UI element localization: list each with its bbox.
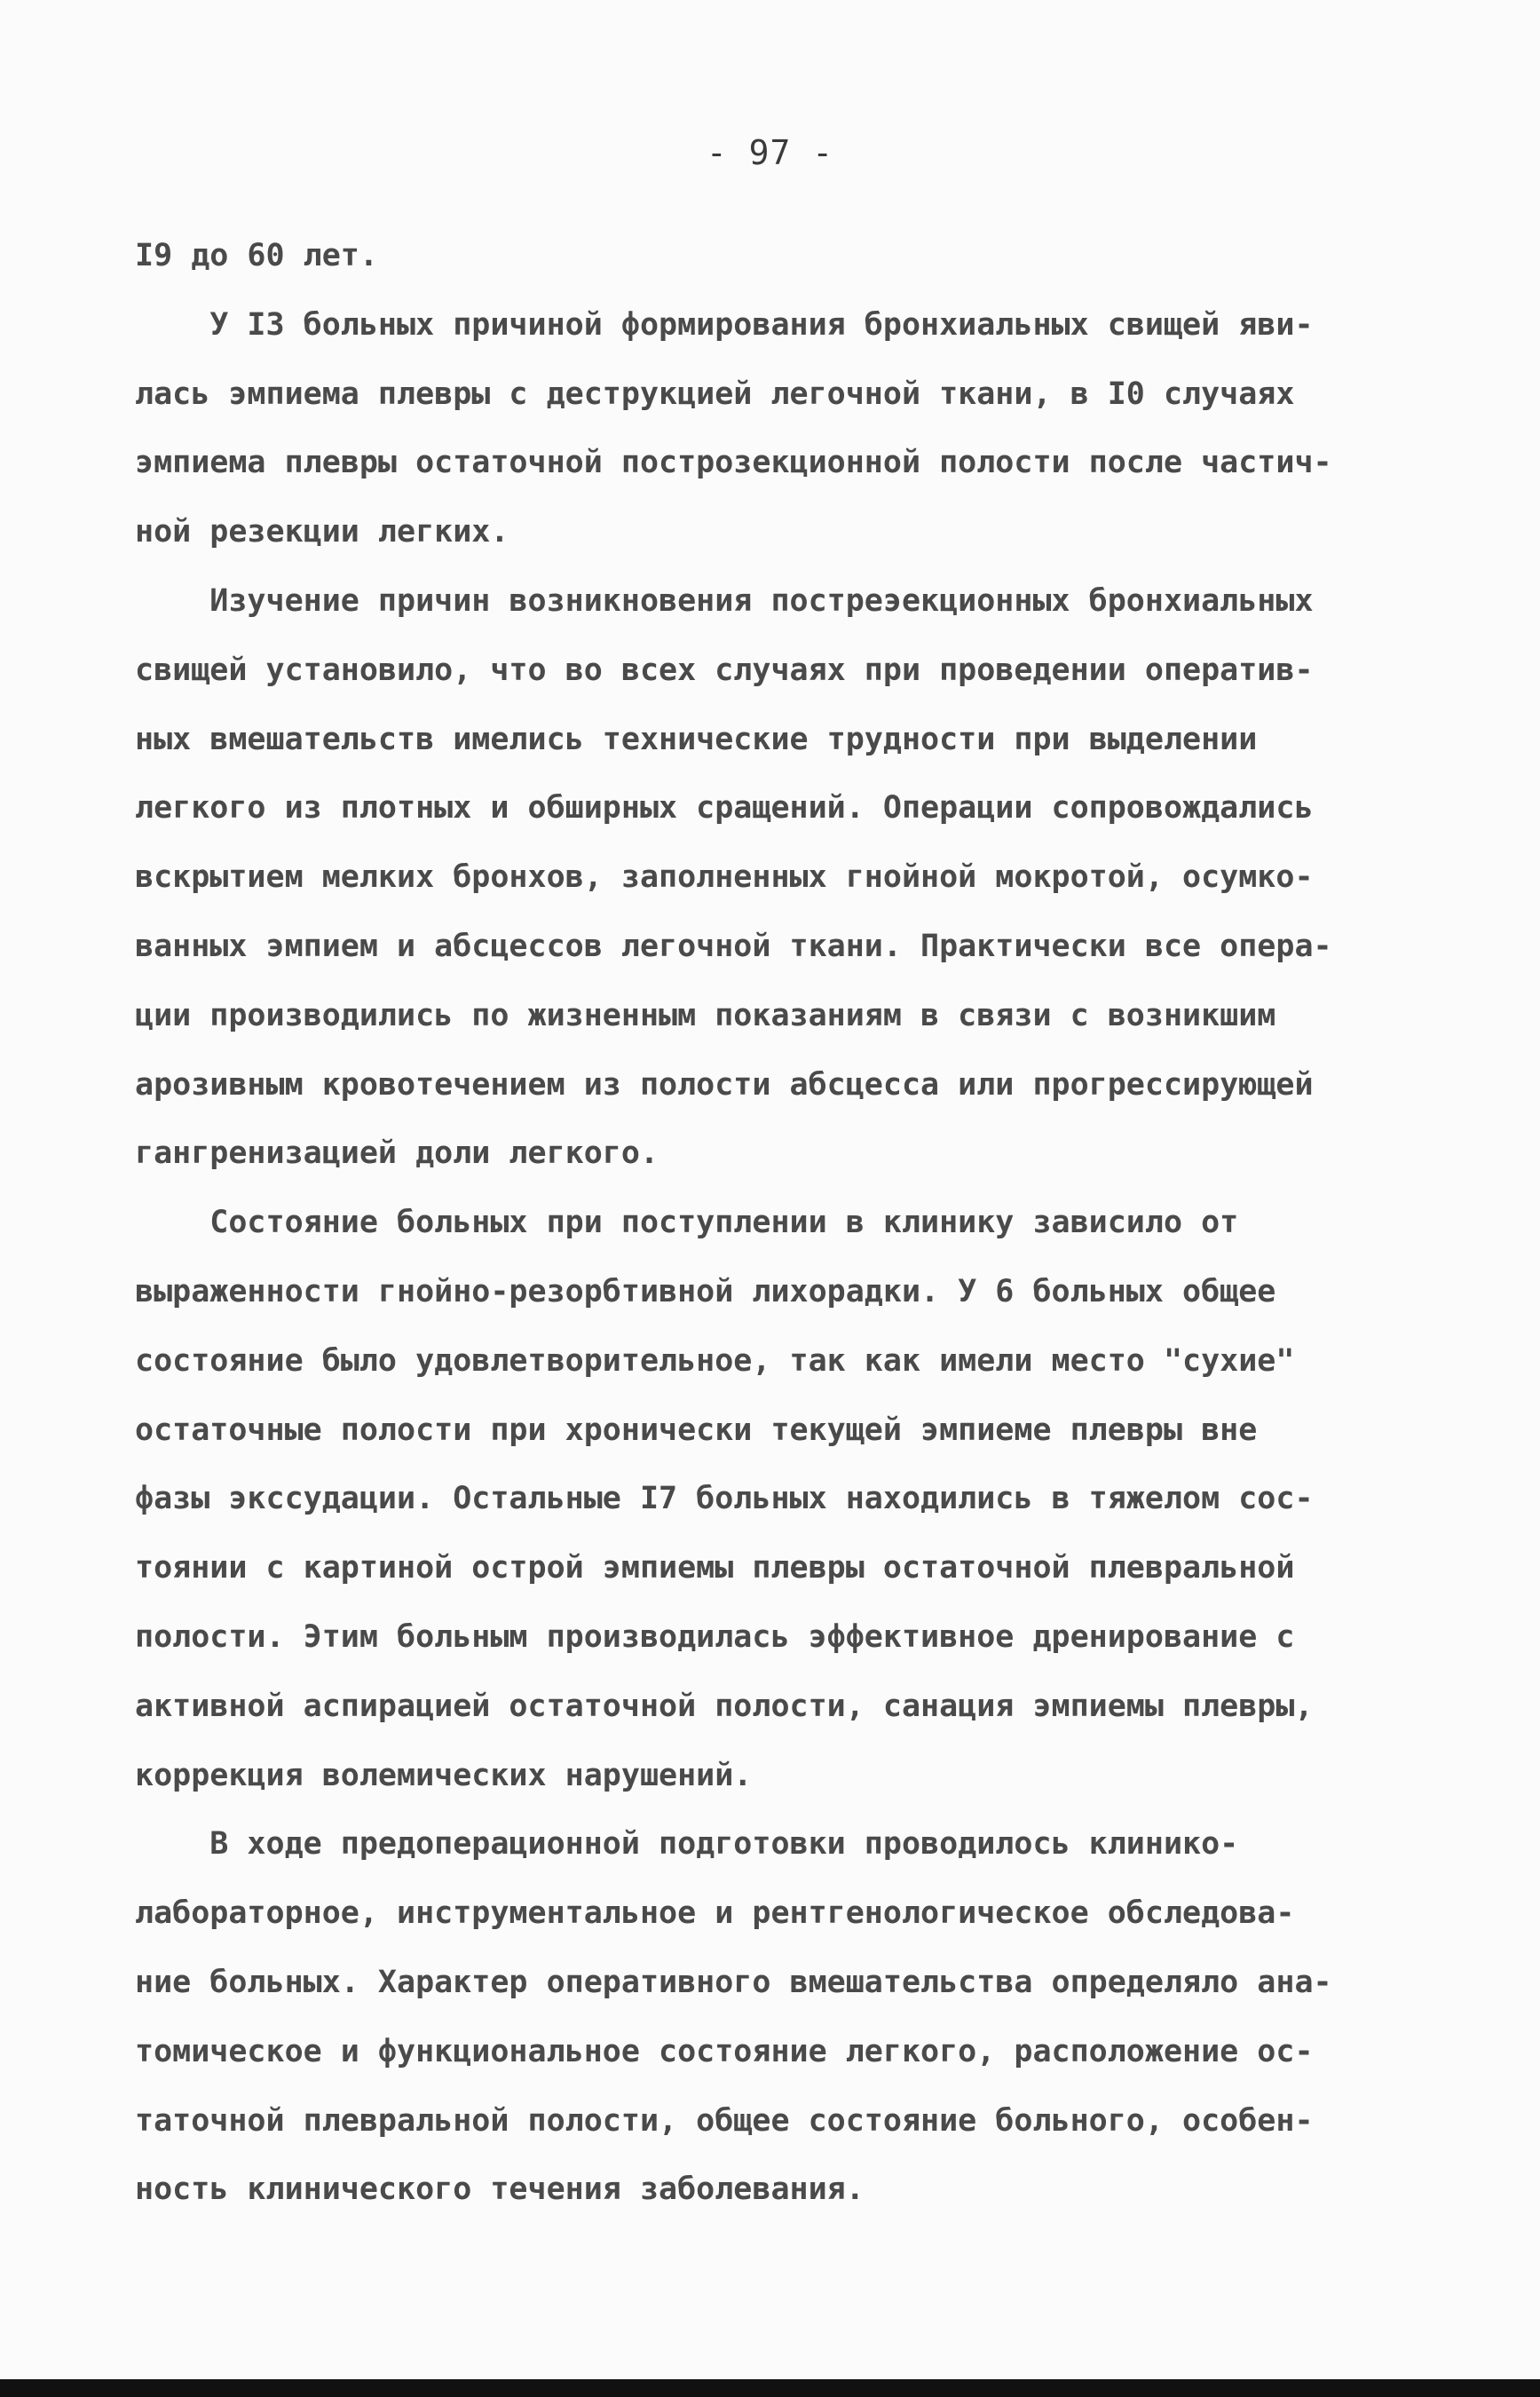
text-line: ние больных. Характер оперативного вмешательства определяло ана- <box>135 1964 1332 2000</box>
text-line: полости. Этим больным производилась эффективное дренирование с <box>135 1618 1295 1655</box>
text-line: фазы экссудации. Остальные I7 больных находились в тяжелом сос- <box>135 1481 1314 1517</box>
body-text <box>135 222 1484 2225</box>
text-line: состояние было удовлетворительное, так как имели место "сухие" <box>135 1342 1295 1379</box>
text-line: лась эмпиема плевры с деструкцией легочной ткани, в I0 случаях <box>135 376 1295 412</box>
text-line: ных вмешательств имелись технические трудности при выделении <box>135 721 1258 757</box>
text-line: вскрытием мелких бронхов, заполненных гнойной мокротой, осумко- <box>135 859 1314 896</box>
text-line: свищей установило, что во всех случаях при проведении оператив- <box>135 652 1314 688</box>
text-line: гангренизацией доли легкого. <box>135 1135 659 1172</box>
text-line: ность клинического течения заболевания. <box>135 2172 865 2208</box>
text-line: таточной плевральной полости, общее состояние больного, особен- <box>135 2102 1314 2139</box>
text-line: лабораторное, инструментальное и рентгенологическое обследова- <box>135 1895 1295 1932</box>
text-line: коррекция волемических нарушений. <box>135 1757 753 1793</box>
text-line: ной резекции легких. <box>135 514 509 550</box>
text-line: легкого из плотных и обширных сращений. Операции сопровождались <box>135 790 1314 827</box>
text-line: I9 до 60 лет. <box>135 238 378 273</box>
text-line: томическое и функциональное состояние легкого, расположение ос- <box>135 2033 1314 2069</box>
scan-bottom-edge <box>0 2379 1540 2397</box>
text-line: тоянии с картиной острой эмпиемы плевры остаточной плевральной <box>135 1550 1295 1586</box>
page-number: - 97 - <box>706 133 834 172</box>
text-line: арозивным кровотечением из полости абсцесса или прогрессирующей <box>135 1066 1314 1103</box>
text-line: ванных эмпием и абсцессов легочной ткани. Практически все опера- <box>135 928 1332 964</box>
text-line: эмпиема плевры остаточной построзекционной полости после частич- <box>135 445 1332 481</box>
text-line: активной аспирацией остаточной полости, санация эмпиемы плевры, <box>135 1688 1314 1724</box>
text-line: Состояние больных при поступлении в клинику зависило от <box>135 1205 1239 1241</box>
text-line: остаточные полости при хронически текущей эмпиеме плевры вне <box>135 1412 1258 1448</box>
text-line: В ходе предоперационной подготовки проводилось клинико- <box>135 1826 1239 1863</box>
text-line: выраженности гнойно-резорбтивной лихорадки. У 6 больных общее <box>135 1273 1276 1309</box>
text-line: У I3 больных причиной формирования бронхиальных свищей яви- <box>135 306 1314 343</box>
text-line: Изучение причин возникновения постреэекционных бронхиальных <box>135 582 1314 619</box>
text-line: ции производились по жизненным показаниям в связи с возникшим <box>135 997 1276 1033</box>
